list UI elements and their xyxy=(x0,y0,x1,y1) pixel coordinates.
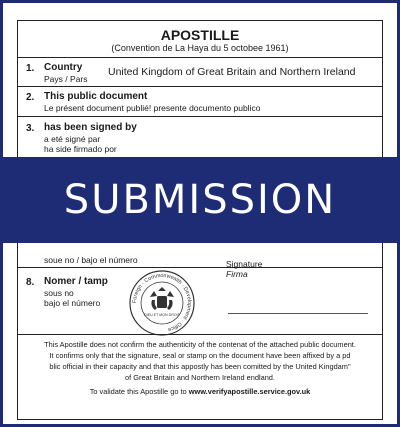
official-seal xyxy=(128,269,196,337)
footer-text-4: of Great Britain and Northern Ireland endland. xyxy=(125,373,275,382)
divider xyxy=(18,267,382,268)
field-signed-sub2: ha side firmado por xyxy=(44,144,117,154)
field-stamp-sub1: sous no xyxy=(44,288,74,298)
signature-line xyxy=(228,313,368,314)
footer-verify-prefix: To validate this Apostille go to xyxy=(89,387,189,396)
footer-verify-line xyxy=(18,387,382,396)
field-signed-label: has been signed by xyxy=(44,122,137,133)
signature-label: Signature xyxy=(226,259,263,269)
footer-text-1: This Apostille does not confirm the authenticity of the contenat of the attached public document. xyxy=(44,340,356,349)
verify-url-link[interactable]: www.verifyapostille.service.gov.uk xyxy=(188,387,311,396)
divider xyxy=(18,86,382,87)
divider xyxy=(18,116,382,117)
field-stamp-label: Nomer / tamp xyxy=(44,276,108,287)
seal-motto: DIEU ET MON DROIT xyxy=(144,313,180,317)
footer-text-2: It confirms only that the signature, seal or stamp on the document have been affixed by a pd xyxy=(49,351,351,360)
field-8-number: 8. xyxy=(26,277,35,288)
banner-text: SUBMISSION xyxy=(63,177,337,223)
field-1-number: 1. xyxy=(26,63,35,74)
document-title: APOSTILLE xyxy=(160,27,240,43)
footer-text-3: blic official in their capacity and that this appostly has been comitted by the United Kingdam" xyxy=(49,362,351,371)
field-signed-sub1: a eté signé par xyxy=(44,134,101,144)
signature-sub: Firma xyxy=(226,269,248,279)
field-country-value: United Kingdom of Great Britain and Northern Ireland xyxy=(108,66,356,78)
field-7-partial-text: soue no / bajo el número xyxy=(44,255,138,265)
document-subtitle: (Convention de La Haya du 5 octobee 1961) xyxy=(111,43,289,53)
divider xyxy=(18,57,382,58)
field-country-label: Country xyxy=(44,62,83,73)
seal-ring-text: Foreign · Commonwealth · Development · Office xyxy=(131,272,193,333)
field-2-number: 2. xyxy=(26,92,35,103)
field-document-sub: Le présent document publié! presente documento publico xyxy=(44,103,261,113)
field-3-number: 3. xyxy=(26,123,35,134)
submission-banner xyxy=(0,157,400,243)
field-document-label: This public document xyxy=(44,91,148,102)
field-country-sub: Pays / Pars xyxy=(44,74,88,84)
divider xyxy=(18,334,382,335)
field-stamp-sub2: bajo el número xyxy=(44,298,101,308)
